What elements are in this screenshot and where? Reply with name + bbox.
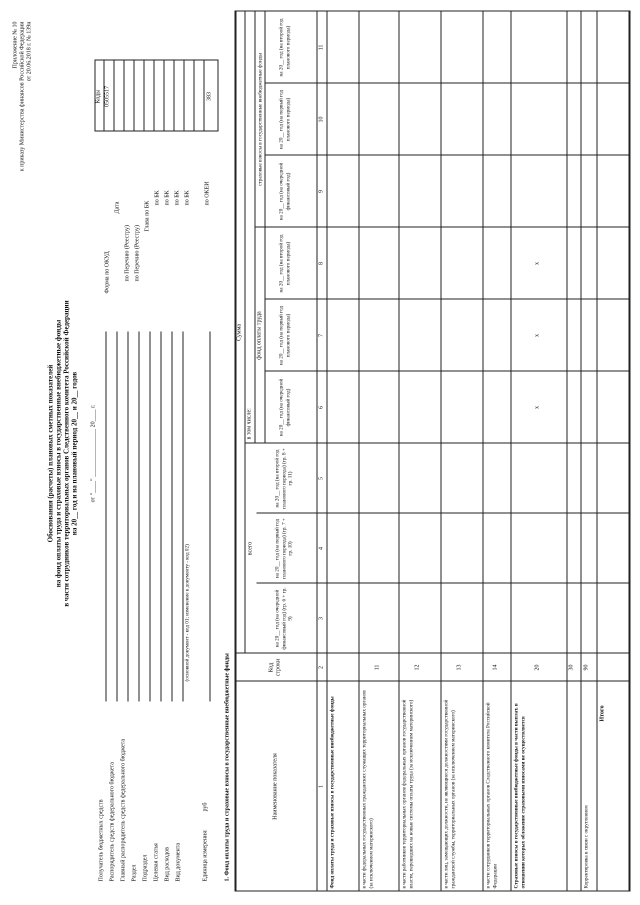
row-code-5: 20 <box>534 664 541 670</box>
row-name-4: в части сотрудников территориальных органов Следственного комитета Российской Федерации <box>485 701 499 888</box>
document-page <box>3 3 638 903</box>
colnum-bottom-line <box>327 11 328 891</box>
label-manager: Распорядитель средств федерального бюджета <box>109 761 116 881</box>
line-chief-manager <box>128 331 129 701</box>
row-x-col6: x <box>534 405 541 409</box>
subheader-col-11: на 20__ год (на второй год планового периода) <box>278 18 292 76</box>
codes-row-line <box>154 60 155 131</box>
code-label-okei: по ОКЕИ <box>204 180 211 205</box>
header-code: Код строки <box>268 658 282 676</box>
appendix-line-1: Приложение № 10 <box>12 21 19 68</box>
row-code-3: 13 <box>456 664 463 670</box>
line-doc-type <box>183 331 184 701</box>
line-unit <box>210 331 211 701</box>
colnum-1: 1 <box>318 784 325 788</box>
title-line-1: Обоснования (расчеты) плановых сметных показателей <box>46 364 55 542</box>
subheader-col-8: на 20__ год (на второй год планового периода) <box>278 234 292 292</box>
document-title <box>47 153 79 753</box>
code-label-bk-2: по БК <box>164 189 171 205</box>
codes-header: Коды <box>95 89 102 103</box>
title-line-4: на 20__ год и на плановый период 20__ и 20__ годов <box>70 371 79 535</box>
label-doc-type: Вид документа <box>175 842 182 881</box>
header-line-incl <box>255 11 256 443</box>
label-expense-type: Вид расходов <box>164 846 171 881</box>
row-line <box>567 11 568 891</box>
colnum-5: 5 <box>318 476 325 480</box>
colnum-3: 3 <box>318 616 325 620</box>
row-name-2: в части работников территориальных органов федеральных органов государственной власти, перешедших на новые системы оплаты труда (за исключением материнского) <box>401 699 415 888</box>
code-label-chapter: Глава по БК <box>144 200 151 231</box>
code-label-bk-4: по БК <box>184 189 191 205</box>
row-name-3: в части лиц, замещающих должности, не являющиеся должностями государственной гражданской службы, территориальных органов (за исключением материнского) <box>443 699 457 888</box>
label-target: Целевая статья <box>153 842 160 881</box>
title-line-2: на фонд оплаты труда и страховые взносы в государственные внебюджетные фонды <box>54 319 63 587</box>
table-bottom-border <box>629 11 631 891</box>
header-name: Наименование показателя <box>272 752 279 820</box>
codes-row-line <box>194 60 195 131</box>
appendix-block <box>13 21 35 171</box>
row-line <box>483 11 484 891</box>
header-insurance: страховые взносы в государственные внебюджетные фонды <box>257 52 264 186</box>
line-expense-type <box>172 331 173 701</box>
label-chief-manager: Главный распорядитель средств федерального бюджета <box>120 738 127 881</box>
codes-row-line <box>114 60 115 131</box>
line-recipient <box>106 331 107 701</box>
code-label-okud: Форма по ОКУД <box>104 250 111 293</box>
header-fund: фонд оплаты труда <box>256 310 263 360</box>
codes-row-line <box>204 60 205 131</box>
title-line-3: в части сотрудников территориальных органов Следственного комитета Российской Федерации <box>62 299 71 607</box>
row-line <box>581 11 582 891</box>
subheader-col-4: на 20__ год (на первый год планового периода) (гр. 7 + гр. 10) <box>274 517 294 579</box>
label-recipient: Получатель бюджетных средств <box>98 798 105 881</box>
col-line <box>257 582 631 583</box>
col-line <box>255 226 631 227</box>
row-line <box>399 11 400 891</box>
colnum-6: 6 <box>318 405 325 409</box>
label-section: Раздел <box>131 864 138 881</box>
codes-row-line <box>184 60 185 131</box>
row-x-col7: x <box>534 333 541 337</box>
code-label-date: Дата <box>114 201 121 213</box>
colnum-9: 9 <box>318 189 325 193</box>
header-total: всего <box>247 541 254 555</box>
header-sum: Сумма <box>236 323 243 341</box>
row-line <box>359 11 360 891</box>
codes-row-line <box>164 60 165 131</box>
codes-form-value: 0505517 <box>104 85 111 107</box>
colnum-4: 4 <box>318 546 325 550</box>
subheader-col-5: на 20__ год (на второй год планового периода) (гр. 8 + гр. 11) <box>274 447 294 509</box>
subheader-col-7: на 20__ год (на первый год планового периода) <box>278 305 292 365</box>
row-name-5: Страховые взносы в государственные внебюджетные фонды в части выплат, в отношении которых обложение страховыми взносами не осуществляется <box>513 702 527 888</box>
colnum-7: 7 <box>318 333 325 337</box>
appendix-line-2: к приказу Министерства финансов Российской Федерации <box>19 21 26 171</box>
row-line <box>597 11 598 891</box>
row-line <box>511 11 512 891</box>
row-code-2: 12 <box>414 664 421 670</box>
table-right-border <box>235 10 631 11</box>
header-line-sum <box>245 11 246 653</box>
doc-type-note: (основной документ - код 01; изменение к документу - код 02) <box>184 543 191 681</box>
total-label: Итого <box>599 704 606 721</box>
line-manager <box>117 331 118 701</box>
row-code-7: 90 <box>583 664 590 670</box>
row-x-col8: x <box>534 261 541 265</box>
colnum-8: 8 <box>318 261 325 265</box>
header-incl: в том числе: <box>246 407 253 439</box>
subheader-col-10: на 20__ год (на первый год планового периода) <box>278 89 292 149</box>
header-line-groups <box>265 11 266 443</box>
code-label-list-2: по Перечню (Реестру) <box>134 224 141 281</box>
section-title: 1. Фонд оплаты труда и страховые взносы в государственные внебюджетные фонды <box>224 652 231 881</box>
row-name-1: в части федеральных государственных гражданских служащих территориальных органов (за исключением материнского) <box>361 689 375 888</box>
codes-area <box>95 21 223 303</box>
line-target <box>161 331 162 701</box>
row-name-0: Фонд оплаты труда и страховые взносы в государственные внебюджетные фонды <box>329 695 336 888</box>
row-code-4: 14 <box>492 664 499 670</box>
codes-row-line <box>144 60 145 131</box>
colnum-11: 11 <box>318 44 325 50</box>
line-section <box>139 331 140 701</box>
codes-row-line <box>134 60 135 131</box>
title-date-line: от "____" ________________ 20____ г. <box>90 404 97 502</box>
colnum-2: 2 <box>318 665 325 669</box>
row-name-7: Корректировка в связи с округлением <box>583 804 590 888</box>
table-left-border <box>235 890 631 891</box>
row-code-6: 30 <box>568 664 575 670</box>
main-table <box>235 11 631 891</box>
subheader-col-3: на 20__ год (на очередной финансовый год) (гр. 6 + гр. 9) <box>274 586 294 650</box>
unit-value: руб <box>202 802 209 811</box>
subheader-col-6: на 20__ год (на очередной финансовый год) <box>278 378 292 436</box>
col-line <box>257 512 631 513</box>
label-unit: Единица измерения: <box>202 828 209 881</box>
colnum-10: 10 <box>318 116 325 122</box>
line-subsection <box>150 331 151 701</box>
code-label-list-1: по Перечню (Реестру) <box>124 224 131 281</box>
code-label-bk-3: по БК <box>174 189 181 205</box>
codes-row-line <box>174 60 175 131</box>
appendix-line-3: от 20.06.2018 г. № 139н <box>26 21 33 81</box>
col-line <box>245 442 631 443</box>
codes-row-line <box>124 60 125 131</box>
subheader-col-9: на 20__ год (на очередной финансовый год) <box>278 162 292 220</box>
row-line <box>441 11 442 891</box>
codes-okei-value: 383 <box>206 91 213 101</box>
header-bottom-line <box>317 11 318 891</box>
code-label-bk-1: по БК <box>154 189 161 205</box>
row-code-1: 11 <box>374 664 381 670</box>
label-subsection: Подраздел <box>142 854 149 881</box>
